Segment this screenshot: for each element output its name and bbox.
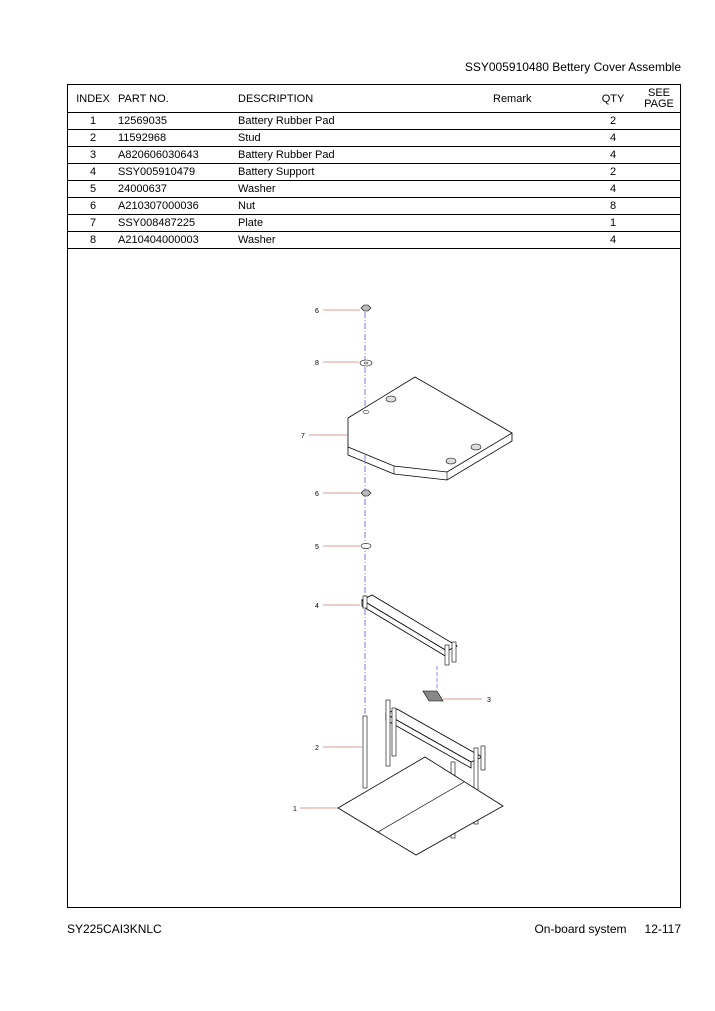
footer-section: On-board system <box>534 922 627 936</box>
cell-description: Battery Support <box>238 164 493 181</box>
cell-part-no: 12569035 <box>118 113 238 130</box>
cell-description: Washer <box>238 232 493 249</box>
cell-part-no: A210307000036 <box>118 198 238 215</box>
callout-label: 8 <box>315 360 319 367</box>
cell-part-no: 24000637 <box>118 181 238 198</box>
cell-index: 1 <box>68 113 118 130</box>
see-page-line-2: PAGE <box>644 97 674 110</box>
cell-description: Plate <box>238 215 493 232</box>
cell-index: 2 <box>68 130 118 147</box>
washer-part <box>361 543 371 548</box>
cell-index: 4 <box>68 164 118 181</box>
nut-part <box>361 305 371 311</box>
stud-part <box>363 716 367 788</box>
cell-qty: 2 <box>588 164 638 181</box>
cell-qty: 4 <box>588 130 638 147</box>
callout-label: 7 <box>301 433 305 440</box>
callout-label: 3 <box>487 697 491 704</box>
cell-description: Battery Rubber Pad <box>238 113 493 130</box>
cell-description: Washer <box>238 181 493 198</box>
column-header-remark: Remark <box>493 85 588 113</box>
cell-qty: 4 <box>588 181 638 198</box>
cell-index: 8 <box>68 232 118 249</box>
callout-label: 2 <box>315 745 319 752</box>
footer-model: SY225CAI3KNLC <box>67 922 162 936</box>
column-header-part-no: PART NO. <box>118 85 238 113</box>
column-header-description: DESCRIPTION <box>238 85 493 113</box>
cell-part-no: SSY008487225 <box>118 215 238 232</box>
see-page-line-1: SEE <box>647 86 670 99</box>
document-title: SSY005910480 Bettery Cover Assemble <box>464 60 681 74</box>
footer-section-page <box>534 922 681 936</box>
cell-index: 5 <box>68 181 118 198</box>
battery-support-part <box>362 595 457 665</box>
rubber-pad-part <box>423 691 443 701</box>
cell-part-no: SSY005910479 <box>118 164 238 181</box>
cell-index: 7 <box>68 215 118 232</box>
callout-label: 4 <box>315 603 319 610</box>
cell-description: Battery Rubber Pad <box>238 147 493 164</box>
column-header-index: INDEX <box>68 85 118 113</box>
cell-description: Nut <box>238 198 493 215</box>
cell-qty: 4 <box>588 147 638 164</box>
cell-part-no: 11592968 <box>118 130 238 147</box>
callout-label: 6 <box>315 308 319 315</box>
cell-qty: 1 <box>588 215 638 232</box>
cell-index: 3 <box>68 147 118 164</box>
cell-index: 6 <box>68 198 118 215</box>
cell-part-no: A820606030643 <box>118 147 238 164</box>
footer-page-number: 12-117 <box>644 922 681 936</box>
plate-part <box>348 377 512 480</box>
cell-qty: 8 <box>588 198 638 215</box>
cell-qty: 4 <box>588 232 638 249</box>
column-header-qty: QTY <box>588 85 638 113</box>
cell-qty: 2 <box>588 113 638 130</box>
callout-label: 5 <box>315 544 319 551</box>
cell-description: Stud <box>238 130 493 147</box>
callout-label: 1 <box>293 806 297 813</box>
callout-label: 6 <box>315 491 319 498</box>
washer-part <box>360 360 372 366</box>
cell-part-no: A210404000003 <box>118 232 238 249</box>
nut-part <box>361 490 371 496</box>
